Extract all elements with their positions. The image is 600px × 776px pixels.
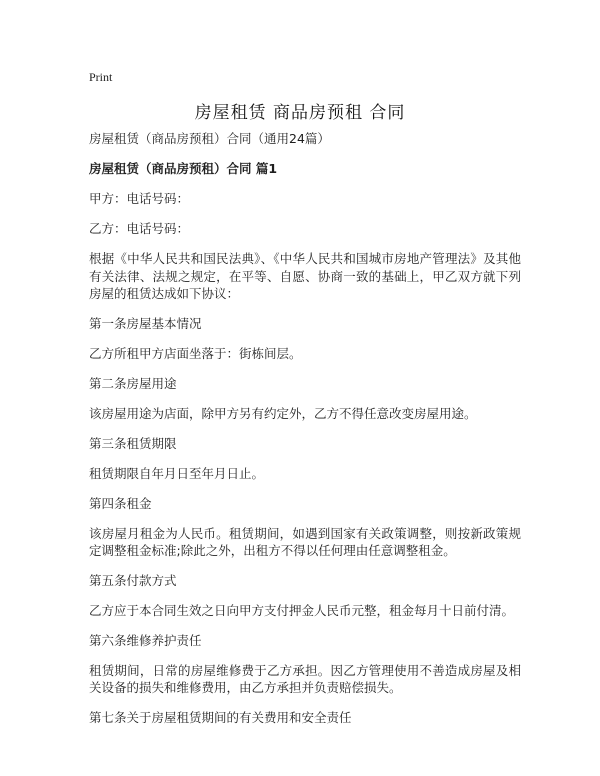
party-b-line: 乙方：电话号码： xyxy=(89,221,190,236)
article-2-body: 该房屋用途为店面，除甲方另有约定外，乙方不得任意改变房屋用途。 xyxy=(89,405,477,421)
article-6-body: 租赁期间，日常的房屋维修费于乙方承担。因乙方管理使用不善造成房屋及相关设备的损失和维修费用，由乙方承担并负责赔偿损失。 xyxy=(89,662,521,695)
article-1-heading: 第一条房屋基本情况 xyxy=(89,315,202,331)
party-a-line: 甲方：电话号码： xyxy=(89,191,190,206)
article-3-heading: 第三条租赁期限 xyxy=(89,435,177,451)
article-1-body: 乙方所租甲方店面坐落于：街栋间层。 xyxy=(89,345,302,361)
preamble-paragraph: 根据《中华人民共和国民法典》、《中华人民共和国城市房地产管理法》及其他有关法律、法规之规定，在平等、自愿、协商一致的基础上，甲乙双方就下列房屋的租赁达成如下协议： xyxy=(89,251,521,301)
article-6-heading: 第六条维修养护责任 xyxy=(89,632,202,648)
document-body xyxy=(89,130,521,739)
article-5-heading: 第五条付款方式 xyxy=(89,572,177,588)
document-title: 房屋租赁 商品房预租 合同 xyxy=(194,103,406,123)
article-7-heading: 第七条关于房屋租赁期间的有关费用和安全责任 xyxy=(89,709,352,725)
article-4-heading: 第四条租金 xyxy=(89,495,152,511)
print-label: Print xyxy=(89,70,113,84)
article-2-heading: 第二条房屋用途 xyxy=(89,375,177,391)
article-3-body: 租赁期限自年月日至年月日止。 xyxy=(89,465,265,481)
article-4-body: 该房屋月租金为人民币。租赁期间，如遇到国家有关政策调整，则按新政策规定调整租金标准;除此之外，出租方不得以任何理由任意调整租金。 xyxy=(89,525,521,558)
article-5-body: 乙方应于本合同生效之日向甲方支付押金人民币元整，租金每月十日前付清。 xyxy=(89,602,515,618)
section-heading: 房屋租赁（商品房预租）合同 篇1 xyxy=(89,161,278,176)
subtitle-paragraph: 房屋租赁（商品房预租）合同（通用24篇） xyxy=(89,131,330,146)
